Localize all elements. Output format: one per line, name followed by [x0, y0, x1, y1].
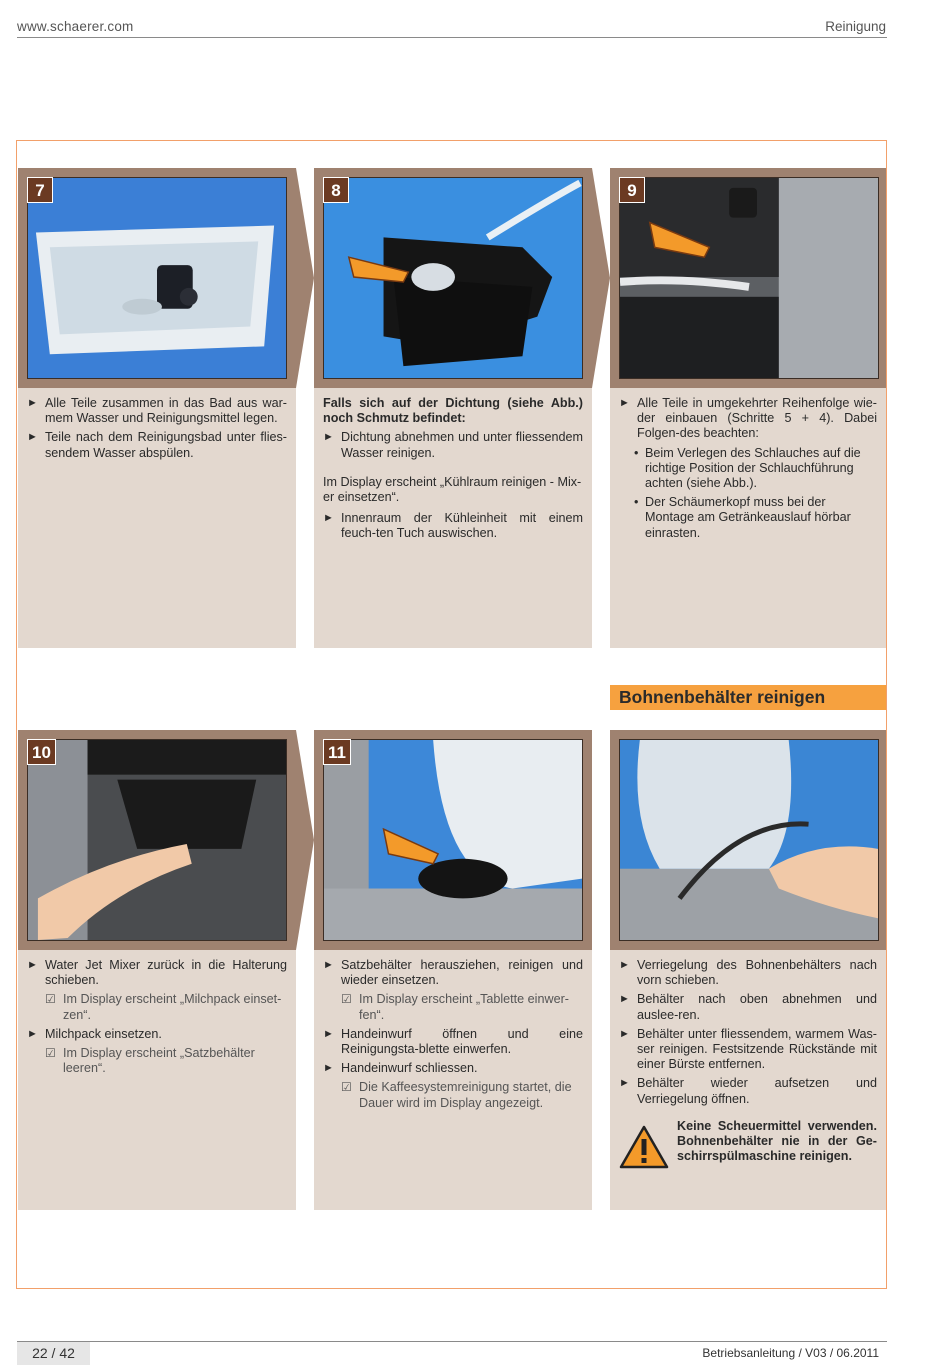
result-item: ☑ Im Display erscheint „Tablette einwer-fen“. — [341, 992, 569, 1022]
warning-icon — [619, 1125, 669, 1169]
step-badge: 7 — [27, 177, 53, 203]
checkbox-icon: ☑ — [341, 1080, 352, 1095]
footer-divider — [17, 1341, 887, 1342]
step-9-text — [619, 396, 877, 545]
instruction-item: ► Handeinwurf öffnen und eine Reinigungsta-blette einwerfen. — [323, 1026, 583, 1057]
bullet-arrow-icon: ► — [323, 431, 334, 444]
bullet-arrow-icon: ► — [323, 959, 334, 971]
step-panel-9 — [610, 168, 886, 648]
step-11-text — [323, 958, 583, 1115]
section-heading: Bohnenbehälter reinigen — [610, 685, 886, 710]
step-panel-10 — [18, 730, 296, 1210]
step-panel-8 — [314, 168, 592, 648]
instruction-item: ► Teile nach dem Reinigungsbad unter flies-sendem Wasser abspülen. — [27, 430, 287, 460]
header-section-title: Reinigung — [825, 19, 886, 34]
instruction-item: ► Alle Teile in umgekehrter Reihenfolge wie-der einbauen (Schritte 5 + 4). Dabei Folgen-des beachten: — [619, 396, 877, 441]
bullet-arrow-icon: ► — [619, 397, 630, 409]
bullet-arrow-icon: ► — [323, 1062, 334, 1075]
bullet-arrow-icon: ► — [323, 1027, 334, 1040]
instruction-item: ► Alle Teile zusammen in das Bad aus war-mem Wasser und Reinigungsmittel legen. — [27, 396, 287, 426]
result-item: ☑ Im Display erscheint „Satzbehälter leeren“. — [45, 1046, 255, 1076]
checkbox-icon: ☑ — [45, 992, 56, 1007]
instruction-item: ► Handeinwurf schliessen. — [323, 1061, 478, 1076]
instruction-item: ► Innenraum der Kühleinheit mit einem feuch-ten Tuch auswischen. — [323, 511, 583, 541]
step-badge: 10 — [27, 739, 56, 765]
step-badge: 8 — [323, 177, 349, 203]
step-10-text — [27, 958, 287, 1080]
bullet-dot-icon: • — [634, 445, 639, 460]
instruction-item: ► Dichtung abnehmen und unter fliessendem Wasser reinigen. — [323, 430, 583, 460]
bullet-arrow-icon: ► — [27, 959, 38, 971]
warning-text: Keine Scheuermittel verwenden. Bohnenbehälter nie in der Ge-schirrspülmaschine reinigen. — [677, 1118, 877, 1164]
step-8-text — [323, 396, 583, 546]
bullet-arrow-icon: ► — [27, 431, 38, 444]
display-message: Im Display erscheint „Kühlraum reinigen - Mix-er einsetzen“. — [323, 474, 582, 505]
warning-box — [619, 1119, 877, 1179]
step-panel-7 — [18, 168, 296, 648]
step-9-photo — [619, 177, 879, 379]
bullet-arrow-icon: ► — [323, 512, 334, 525]
bullet-arrow-icon: ► — [619, 1027, 630, 1040]
document-reference: Betriebsanleitung / V03 / 06.2011 — [702, 1346, 879, 1360]
condition-heading: Falls sich auf der Dichtung (siehe Abb.) noch Schmutz befindet: — [323, 396, 583, 426]
instruction-item: ► Verriegelung des Bohnenbehälters nach vorn schieben. — [619, 958, 877, 988]
bullet-arrow-icon: ► — [619, 993, 630, 1006]
step-7-photo — [27, 177, 287, 379]
step-10-photo — [27, 739, 287, 941]
bullet-arrow-icon: ► — [619, 1077, 630, 1090]
instruction-item: ► Behälter wieder aufsetzen und Verriegelung öffnen. — [619, 1076, 877, 1106]
result-item: ☑ Im Display erscheint „Milchpack einset-zen“. — [45, 992, 282, 1022]
page-number: 22 / 42 — [17, 1342, 90, 1365]
step-8-photo — [323, 177, 583, 379]
instruction-item: ► Water Jet Mixer zurück in die Halterung schieben. — [27, 958, 287, 988]
checkbox-icon: ☑ — [45, 1046, 56, 1061]
instruction-item: ► Behälter unter fliessendem, warmem Was-ser reinigen. Festsitzende Rückstände mit einer Bürste entfernen. — [619, 1026, 877, 1072]
header-divider — [17, 37, 887, 38]
header-url[interactable]: www.schaerer.com — [17, 19, 134, 34]
step-7-text — [27, 396, 287, 465]
instruction-item: ► Milchpack einsetzen. — [27, 1026, 162, 1041]
step-panel-bean-container — [610, 730, 886, 1210]
result-item: ☑ Die Kaffeesystemreinigung startet, die Dauer wird im Display angezeigt. — [341, 1080, 572, 1110]
checkbox-icon: ☑ — [341, 992, 352, 1007]
bean-container-text — [619, 958, 877, 1179]
note-item: • Der Schäumerkopf muss bei der Montage am Getränkeauslauf hörbar einrasten. — [634, 495, 851, 540]
instruction-item: ► Satzbehälter herausziehen, reinigen und wieder einsetzen. — [323, 958, 583, 988]
step-badge: 11 — [323, 739, 351, 765]
instruction-item: ► Behälter nach oben abnehmen und auslee-ren. — [619, 992, 877, 1022]
bean-container-photo — [619, 739, 879, 941]
note-item: • Beim Verlegen des Schlauches auf die richtige Position der Schlauchführung achten (siehe Abb.). — [634, 445, 861, 491]
bullet-arrow-icon: ► — [619, 959, 630, 971]
bullet-arrow-icon: ► — [27, 397, 38, 409]
step-panel-11 — [314, 730, 592, 1210]
bullet-arrow-icon: ► — [27, 1027, 38, 1040]
step-11-photo — [323, 739, 583, 941]
step-badge: 9 — [619, 177, 645, 203]
bullet-dot-icon: • — [634, 495, 639, 510]
